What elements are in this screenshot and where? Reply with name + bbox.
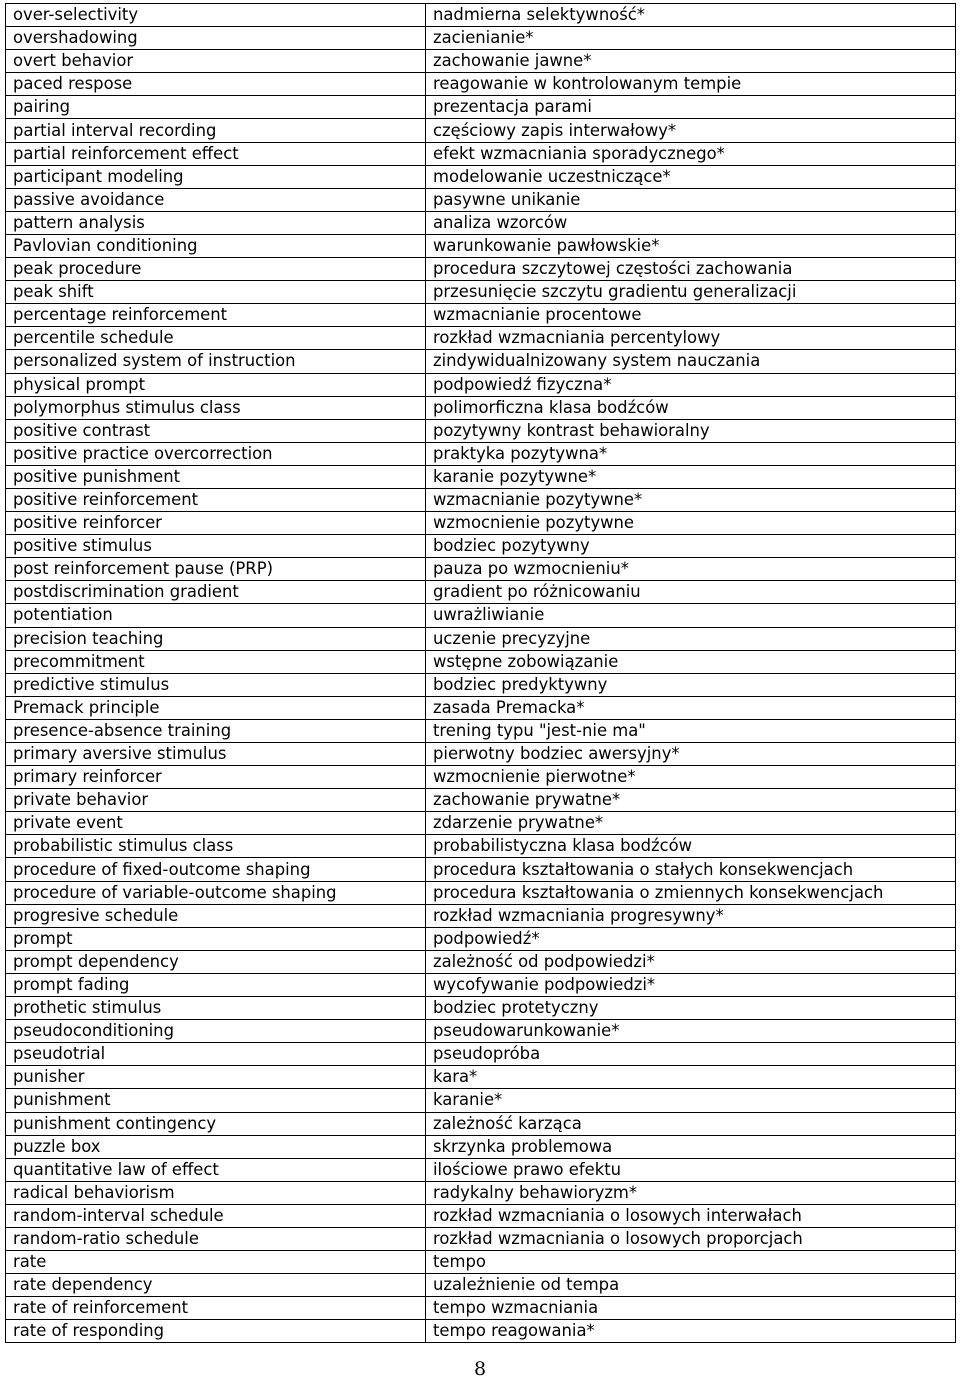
english-term: radical behaviorism [6, 1181, 426, 1204]
english-term: percentile schedule [6, 327, 426, 350]
table-row [6, 465, 956, 488]
table-row [6, 258, 956, 281]
english-term: procedure of fixed-outcome shaping [6, 858, 426, 881]
english-term: punisher [6, 1066, 426, 1089]
english-term: predictive stimulus [6, 673, 426, 696]
polish-translation: rozkład wzmacniania o losowych interwałach [426, 1204, 956, 1227]
polish-translation: tempo wzmacniania [426, 1297, 956, 1320]
english-term: punishment [6, 1089, 426, 1112]
english-term: private behavior [6, 789, 426, 812]
english-term: puzzle box [6, 1135, 426, 1158]
table-row [6, 1297, 956, 1320]
polish-translation: uczenie precyzyjne [426, 627, 956, 650]
table-row [6, 27, 956, 50]
table-row [6, 558, 956, 581]
english-term: physical prompt [6, 373, 426, 396]
polish-translation: gradient po różnicowaniu [426, 581, 956, 604]
english-term: overt behavior [6, 50, 426, 73]
polish-translation: kara* [426, 1066, 956, 1089]
english-term: prompt dependency [6, 950, 426, 973]
english-term: punishment contingency [6, 1112, 426, 1135]
polish-translation: zasada Premacka* [426, 696, 956, 719]
polish-translation: zacienianie* [426, 27, 956, 50]
polish-translation: bodziec pozytywny [426, 535, 956, 558]
polish-translation: rozkład wzmacniania percentylowy [426, 327, 956, 350]
english-term: passive avoidance [6, 188, 426, 211]
table-row [6, 165, 956, 188]
polish-translation: uzależnienie od tempa [426, 1274, 956, 1297]
table-row [6, 1158, 956, 1181]
english-term: rate of responding [6, 1320, 426, 1343]
table-row [6, 1089, 956, 1112]
polish-translation: praktyka pozytywna* [426, 442, 956, 465]
polish-translation: efekt wzmacniania sporadycznego* [426, 142, 956, 165]
english-term: rate of reinforcement [6, 1297, 426, 1320]
polish-translation: zależność karząca [426, 1112, 956, 1135]
table-row [6, 396, 956, 419]
table-row [6, 950, 956, 973]
polish-translation: tempo reagowania* [426, 1320, 956, 1343]
table-row [6, 743, 956, 766]
polish-translation: przesunięcie szczytu gradientu generalizacji [426, 281, 956, 304]
table-row [6, 1274, 956, 1297]
table-row [6, 789, 956, 812]
english-term: rate [6, 1251, 426, 1274]
table-row [6, 234, 956, 257]
table-row [6, 327, 956, 350]
polish-translation: wzmacnianie pozytywne* [426, 488, 956, 511]
english-term: paced respose [6, 73, 426, 96]
english-term: positive stimulus [6, 535, 426, 558]
english-term: probabilistic stimulus class [6, 835, 426, 858]
table-row [6, 1181, 956, 1204]
english-term: participant modeling [6, 165, 426, 188]
english-term: percentage reinforcement [6, 304, 426, 327]
english-term: pairing [6, 96, 426, 119]
table-row [6, 858, 956, 881]
english-term: overshadowing [6, 27, 426, 50]
table-row [6, 142, 956, 165]
english-term: prothetic stimulus [6, 997, 426, 1020]
english-term: postdiscrimination gradient [6, 581, 426, 604]
english-term: progresive schedule [6, 904, 426, 927]
table-row [6, 373, 956, 396]
polish-translation: zależność od podpowiedzi* [426, 950, 956, 973]
table-row [6, 1043, 956, 1066]
polish-translation: procedura szczytowej częstości zachowania [426, 258, 956, 281]
table-row [6, 719, 956, 742]
table-row [6, 1320, 956, 1343]
polish-translation: skrzynka problemowa [426, 1135, 956, 1158]
table-row [6, 1251, 956, 1274]
polish-translation: rozkład wzmacniania o losowych proporcjach [426, 1227, 956, 1250]
table-row [6, 604, 956, 627]
polish-translation: warunkowanie pawłowskie* [426, 234, 956, 257]
table-row [6, 1020, 956, 1043]
english-term: polymorphus stimulus class [6, 396, 426, 419]
polish-translation: analiza wzorców [426, 211, 956, 234]
table-row [6, 419, 956, 442]
table-row [6, 696, 956, 719]
polish-translation: wzmocnienie pozytywne [426, 512, 956, 535]
english-term: quantitative law of effect [6, 1158, 426, 1181]
table-row [6, 1227, 956, 1250]
polish-translation: pseudopróba [426, 1043, 956, 1066]
table-row [6, 512, 956, 535]
english-term: Premack principle [6, 696, 426, 719]
table-row [6, 488, 956, 511]
polish-translation: bodziec protetyczny [426, 997, 956, 1020]
glossary-table [5, 3, 956, 1343]
english-term: pseudoconditioning [6, 1020, 426, 1043]
english-term: positive reinforcer [6, 512, 426, 535]
table-row [6, 119, 956, 142]
polish-translation: pozytywny kontrast behawioralny [426, 419, 956, 442]
english-term: presence-absence training [6, 719, 426, 742]
english-term: pattern analysis [6, 211, 426, 234]
english-term: precommitment [6, 650, 426, 673]
table-row [6, 1066, 956, 1089]
polish-translation: zachowanie jawne* [426, 50, 956, 73]
english-term: prompt [6, 927, 426, 950]
polish-translation: procedura kształtowania o stałych konsekwencjach [426, 858, 956, 881]
table-row [6, 50, 956, 73]
table-row [6, 535, 956, 558]
polish-translation: karanie pozytywne* [426, 465, 956, 488]
polish-translation: karanie* [426, 1089, 956, 1112]
english-term: partial interval recording [6, 119, 426, 142]
polish-translation: zindywidualnizowany system nauczania [426, 350, 956, 373]
english-term: primary aversive stimulus [6, 743, 426, 766]
polish-translation: tempo [426, 1251, 956, 1274]
polish-translation: podpowiedź fizyczna* [426, 373, 956, 396]
table-row [6, 835, 956, 858]
polish-translation: radykalny behawioryzm* [426, 1181, 956, 1204]
polish-translation: procedura kształtowania o zmiennych konsekwencjach [426, 881, 956, 904]
english-term: positive punishment [6, 465, 426, 488]
polish-translation: nadmierna selektywność* [426, 4, 956, 27]
table-row [6, 904, 956, 927]
polish-translation: wzmocnienie pierwotne* [426, 766, 956, 789]
table-row [6, 973, 956, 996]
table-row [6, 650, 956, 673]
table-row [6, 281, 956, 304]
english-term: precision teaching [6, 627, 426, 650]
polish-translation: wstępne zobowiązanie [426, 650, 956, 673]
polish-translation: ilościowe prawo efektu [426, 1158, 956, 1181]
polish-translation: pseudowarunkowanie* [426, 1020, 956, 1043]
polish-translation: zachowanie prywatne* [426, 789, 956, 812]
english-term: primary reinforcer [6, 766, 426, 789]
polish-translation: wycofywanie podpowiedzi* [426, 973, 956, 996]
polish-translation: zdarzenie prywatne* [426, 812, 956, 835]
english-term: prompt fading [6, 973, 426, 996]
english-term: positive contrast [6, 419, 426, 442]
polish-translation: rozkład wzmacniania progresywny* [426, 904, 956, 927]
english-term: partial reinforcement effect [6, 142, 426, 165]
english-term: over-selectivity [6, 4, 426, 27]
table-row [6, 1135, 956, 1158]
table-row [6, 188, 956, 211]
polish-translation: modelowanie uczestniczące* [426, 165, 956, 188]
english-term: Pavlovian conditioning [6, 234, 426, 257]
table-row [6, 766, 956, 789]
english-term: private event [6, 812, 426, 835]
table-row [6, 1112, 956, 1135]
table-row [6, 442, 956, 465]
english-term: pseudotrial [6, 1043, 426, 1066]
polish-translation: pauza po wzmocnieniu* [426, 558, 956, 581]
table-row [6, 673, 956, 696]
polish-translation: polimorficzna klasa bodźców [426, 396, 956, 419]
table-row [6, 304, 956, 327]
english-term: rate dependency [6, 1274, 426, 1297]
polish-translation: pierwotny bodziec awersyjny* [426, 743, 956, 766]
english-term: peak procedure [6, 258, 426, 281]
table-row [6, 997, 956, 1020]
polish-translation: trening typu "jest-nie ma" [426, 719, 956, 742]
polish-translation: bodziec predyktywny [426, 673, 956, 696]
table-row [6, 350, 956, 373]
table-row [6, 627, 956, 650]
table-row [6, 927, 956, 950]
table-row [6, 211, 956, 234]
english-term: positive practice overcorrection [6, 442, 426, 465]
english-term: potentiation [6, 604, 426, 627]
english-term: positive reinforcement [6, 488, 426, 511]
english-term: peak shift [6, 281, 426, 304]
polish-translation: pasywne unikanie [426, 188, 956, 211]
table-row [6, 73, 956, 96]
english-term: procedure of variable-outcome shaping [6, 881, 426, 904]
polish-translation: prezentacja parami [426, 96, 956, 119]
english-term: personalized system of instruction [6, 350, 426, 373]
polish-translation: probabilistyczna klasa bodźców [426, 835, 956, 858]
table-row [6, 96, 956, 119]
polish-translation: częściowy zapis interwałowy* [426, 119, 956, 142]
polish-translation: reagowanie w kontrolowanym tempie [426, 73, 956, 96]
polish-translation: wzmacnianie procentowe [426, 304, 956, 327]
english-term: post reinforcement pause (PRP) [6, 558, 426, 581]
polish-translation: uwrażliwianie [426, 604, 956, 627]
english-term: random-ratio schedule [6, 1227, 426, 1250]
table-row [6, 812, 956, 835]
polish-translation: podpowiedź* [426, 927, 956, 950]
english-term: random-interval schedule [6, 1204, 426, 1227]
page-number: 8 [473, 1358, 487, 1380]
table-row [6, 881, 956, 904]
table-row [6, 1204, 956, 1227]
table-row [6, 4, 956, 27]
table-row [6, 581, 956, 604]
glossary-body [6, 4, 956, 1343]
